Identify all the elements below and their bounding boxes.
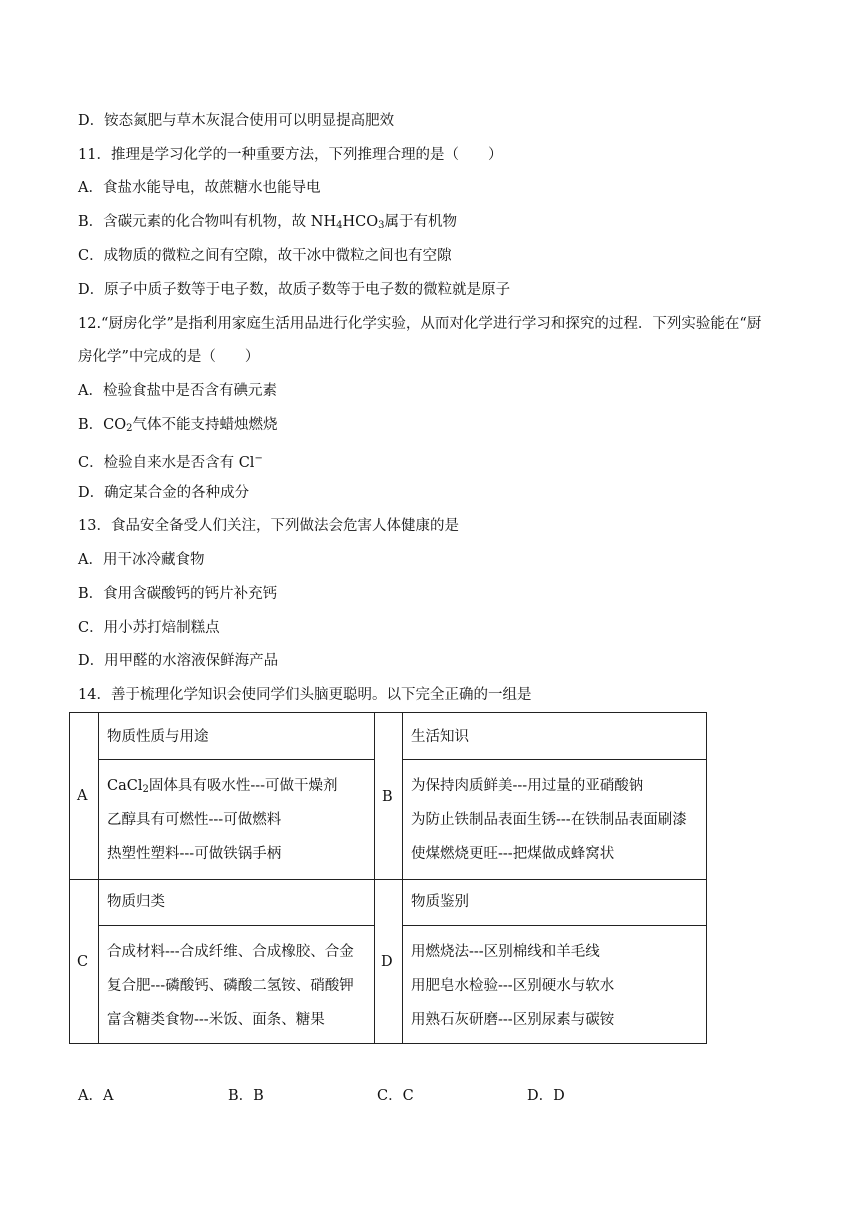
group-a-line1-sub: 2 <box>142 784 149 795</box>
q11-option-b-sub2: 3 <box>378 220 385 231</box>
group-b-line2: 为防止铁制品表面生锈---在铁制品表面刷漆 <box>411 812 687 828</box>
q11-option-b-text-pre: B．含碳元素的化合物叫有机物，故 NH <box>78 214 337 230</box>
group-b-line3: 使煤燃烧更旺---把煤做成蜂窝状 <box>411 846 615 862</box>
q13-option-a: A．用干冰冷藏食物 <box>78 552 205 568</box>
table-divider <box>98 759 374 760</box>
group-a-line1-pre: CaCl <box>107 778 143 794</box>
q14-option-a: A．A <box>78 1088 114 1104</box>
q14-table <box>69 712 707 1044</box>
q14-option-b: B．B <box>228 1088 264 1104</box>
q12-option-b-text-post: 气体不能支持蜡烛燃烧 <box>132 417 278 433</box>
group-c-line2: 复合肥---磷酸钙、磷酸二氢铵、硝酸钾 <box>107 978 354 994</box>
q14-stem: 14．善于梳理化学知识会使同学们头脑更聪明。以下完全正确的一组是 <box>78 687 532 703</box>
table-divider <box>98 713 99 1043</box>
table-divider <box>402 713 403 1043</box>
q11-option-a: A．食盐水能导电，故蔗糖水也能导电 <box>78 180 321 196</box>
q11-option-b-sub1: 4 <box>336 220 343 231</box>
q12-option-c-sup: − <box>254 453 263 464</box>
q11-option-b <box>78 212 457 236</box>
group-a-header: 物质性质与用途 <box>107 729 209 745</box>
group-c-line3: 富含糖类食物---米饭、面条、糖果 <box>107 1012 325 1028</box>
group-c-letter: C <box>77 954 89 970</box>
group-a-line3: 热塑性塑料---可做铁锅手柄 <box>107 846 282 862</box>
group-a-line2: 乙醇具有可燃性---可做燃料 <box>107 812 282 828</box>
q12-stem-line1: 12.“厨房化学”是指利用家庭生活用品进行化学实验，从而对化学进行学习和探究的过程．下列实验能在“厨 <box>78 316 762 332</box>
q12-option-d: D．确定某合金的各种成分 <box>78 485 250 501</box>
q12-option-c-text: C．检验自来水是否含有 Cl <box>78 454 255 471</box>
group-c-header: 物质归类 <box>107 894 165 910</box>
group-d-header: 物质鉴别 <box>411 894 469 910</box>
q13-option-c: C．用小苏打焙制糕点 <box>78 620 220 636</box>
q13-option-b: B．食用含碳酸钙的钙片补充钙 <box>78 586 278 602</box>
q14-option-d: D．D <box>527 1088 565 1104</box>
q13-stem: 13．食品安全备受人们关注，下列做法会危害人体健康的是 <box>78 518 459 534</box>
q11-stem: 11．推理是学习化学的一种重要方法，下列推理合理的是（ ） <box>78 147 503 163</box>
group-c-line1: 合成材料---合成纤维、合成橡胶、合金 <box>107 944 354 960</box>
group-d-line3: 用熟石灰研磨---区别尿素与碳铵 <box>411 1012 615 1028</box>
q11-option-b-text-post: 属于有机物 <box>384 214 457 230</box>
table-divider <box>98 925 374 926</box>
group-a-letter: A <box>77 788 88 804</box>
table-divider <box>402 759 706 760</box>
q12-option-b <box>78 415 278 439</box>
group-b-header: 生活知识 <box>411 729 469 745</box>
group-b-letter: B <box>382 789 393 805</box>
q12-option-b-text-pre: B．CO <box>78 417 127 433</box>
q13-option-d: D．用甲醛的水溶液保鲜海产品 <box>78 653 279 669</box>
table-divider <box>374 713 375 1043</box>
q11-option-c: C．成物质的微粒之间有空隙，故干冰中微粒之间也有空隙 <box>78 248 452 264</box>
q12-option-a: A．检验食盐中是否含有碘元素 <box>78 383 277 399</box>
group-a-line1-post: 固体具有吸水性---可做干燥剂 <box>148 778 338 794</box>
group-d-letter: D <box>381 954 393 970</box>
q10-option-d: D．铵态氮肥与草木灰混合使用可以明显提高肥效 <box>78 113 395 129</box>
group-d-line1: 用燃烧法---区别棉线和羊毛线 <box>411 944 600 960</box>
q12-option-b-sub: 2 <box>126 423 133 434</box>
table-divider <box>402 925 706 926</box>
table-divider <box>70 879 706 880</box>
group-d-line2: 用肥皂水检验---区别硬水与软水 <box>411 978 615 994</box>
q11-option-b-text-mid: HCO <box>342 214 379 230</box>
q12-stem-line2: 房化学”中完成的是（ ） <box>78 349 260 365</box>
group-a-line1 <box>107 776 338 800</box>
q12-option-c <box>78 449 263 473</box>
q11-option-d: D．原子中质子数等于电子数，故质子数等于电子数的微粒就是原子 <box>78 282 511 298</box>
group-b-line1: 为保持肉质鲜美---用过量的亚硝酸钠 <box>411 778 644 794</box>
q14-option-c: C．C <box>377 1088 414 1104</box>
